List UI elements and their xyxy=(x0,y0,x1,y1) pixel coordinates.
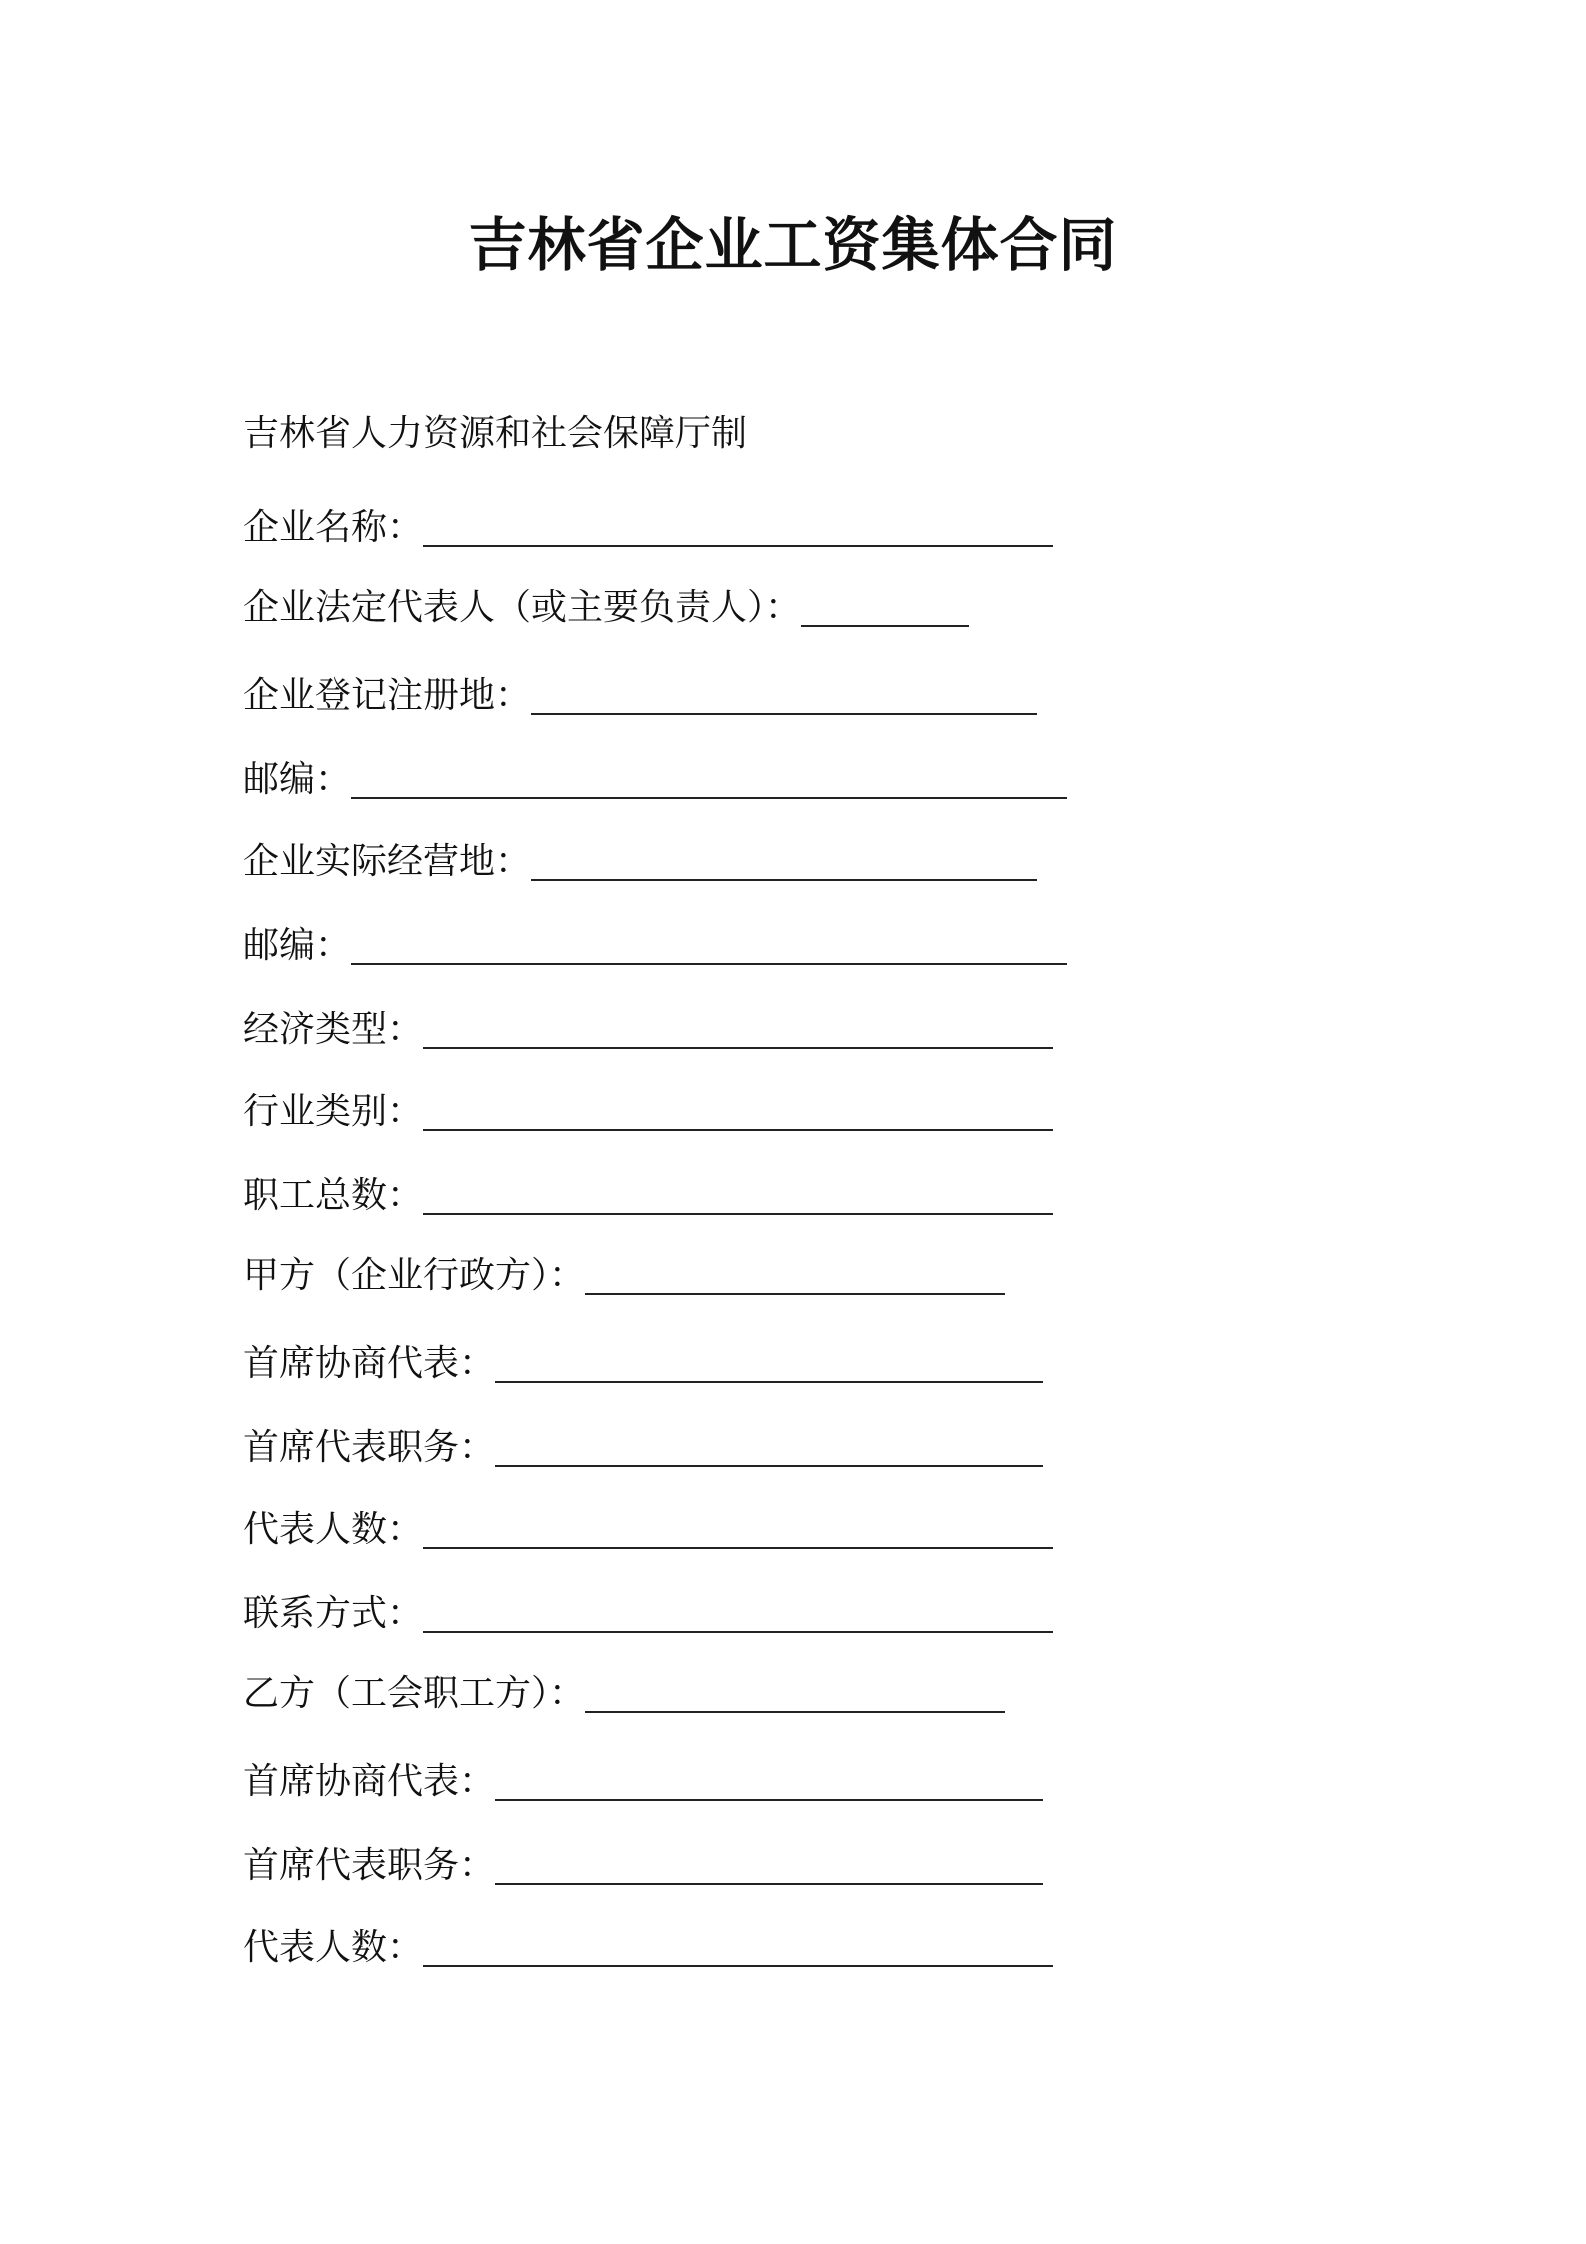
field-label: 乙方（工会职工方）： xyxy=(243,1673,586,1714)
field-label: 企业法定代表人（或主要负责人）： xyxy=(243,587,802,628)
document-title: 吉林省企业工资集体合同 xyxy=(468,211,1118,279)
field-party-b-chief-negotiator xyxy=(243,1752,1043,1808)
blank-line[interactable] xyxy=(585,1293,1005,1295)
field-total-employees xyxy=(243,1166,1053,1222)
field-label: 企业名称： xyxy=(243,507,424,548)
blank-line[interactable] xyxy=(495,1465,1043,1467)
field-party-a-representative-count xyxy=(243,1500,1053,1556)
blank-line[interactable] xyxy=(351,797,1067,799)
field-party-b-representative-count xyxy=(243,1918,1053,1974)
blank-line[interactable] xyxy=(423,1213,1053,1215)
field-contact-info xyxy=(243,1584,1053,1640)
field-party-b-chief-position xyxy=(243,1836,1043,1892)
blank-line[interactable] xyxy=(531,713,1037,715)
field-operating-address xyxy=(243,832,1037,888)
field-label: 代表人数： xyxy=(243,1927,424,1968)
blank-line[interactable] xyxy=(495,1799,1043,1801)
field-enterprise-name xyxy=(243,498,1053,554)
field-label: 行业类别： xyxy=(243,1091,424,1132)
field-label: 经济类型： xyxy=(243,1009,424,1050)
blank-line[interactable] xyxy=(585,1711,1005,1713)
blank-line[interactable] xyxy=(351,963,1067,965)
field-label: 联系方式： xyxy=(243,1593,424,1634)
field-label: 甲方（企业行政方）： xyxy=(243,1255,586,1296)
field-label: 企业实际经营地： xyxy=(243,841,532,882)
field-label: 代表人数： xyxy=(243,1509,424,1550)
blank-line[interactable] xyxy=(531,879,1037,881)
field-party-b xyxy=(243,1664,1005,1720)
field-party-a-chief-position xyxy=(243,1418,1043,1474)
blank-line[interactable] xyxy=(423,1631,1053,1633)
blank-line[interactable] xyxy=(423,1129,1053,1131)
blank-line[interactable] xyxy=(495,1883,1043,1885)
field-postcode-operating xyxy=(243,916,1067,972)
field-label: 职工总数： xyxy=(243,1175,424,1216)
field-party-a-chief-negotiator xyxy=(243,1334,1043,1390)
field-party-a xyxy=(243,1246,1005,1302)
blank-line[interactable] xyxy=(495,1381,1043,1383)
field-postcode-registered xyxy=(243,750,1067,806)
issuer-line: 吉林省人力资源和社会保障厅制 xyxy=(243,413,748,454)
field-economic-type xyxy=(243,1000,1053,1056)
field-label: 企业登记注册地： xyxy=(243,675,532,716)
field-label: 邮编： xyxy=(243,759,352,800)
blank-line[interactable] xyxy=(801,625,969,627)
blank-line[interactable] xyxy=(423,545,1053,547)
field-label: 首席代表职务： xyxy=(243,1427,496,1468)
field-label: 首席协商代表： xyxy=(243,1761,496,1802)
field-legal-representative xyxy=(243,578,969,634)
field-registered-address xyxy=(243,666,1037,722)
field-label: 首席代表职务： xyxy=(243,1845,496,1886)
field-label: 首席协商代表： xyxy=(243,1343,496,1384)
blank-line[interactable] xyxy=(423,1965,1053,1967)
blank-line[interactable] xyxy=(423,1047,1053,1049)
blank-line[interactable] xyxy=(423,1547,1053,1549)
field-industry-category xyxy=(243,1082,1053,1138)
field-label: 邮编： xyxy=(243,925,352,966)
